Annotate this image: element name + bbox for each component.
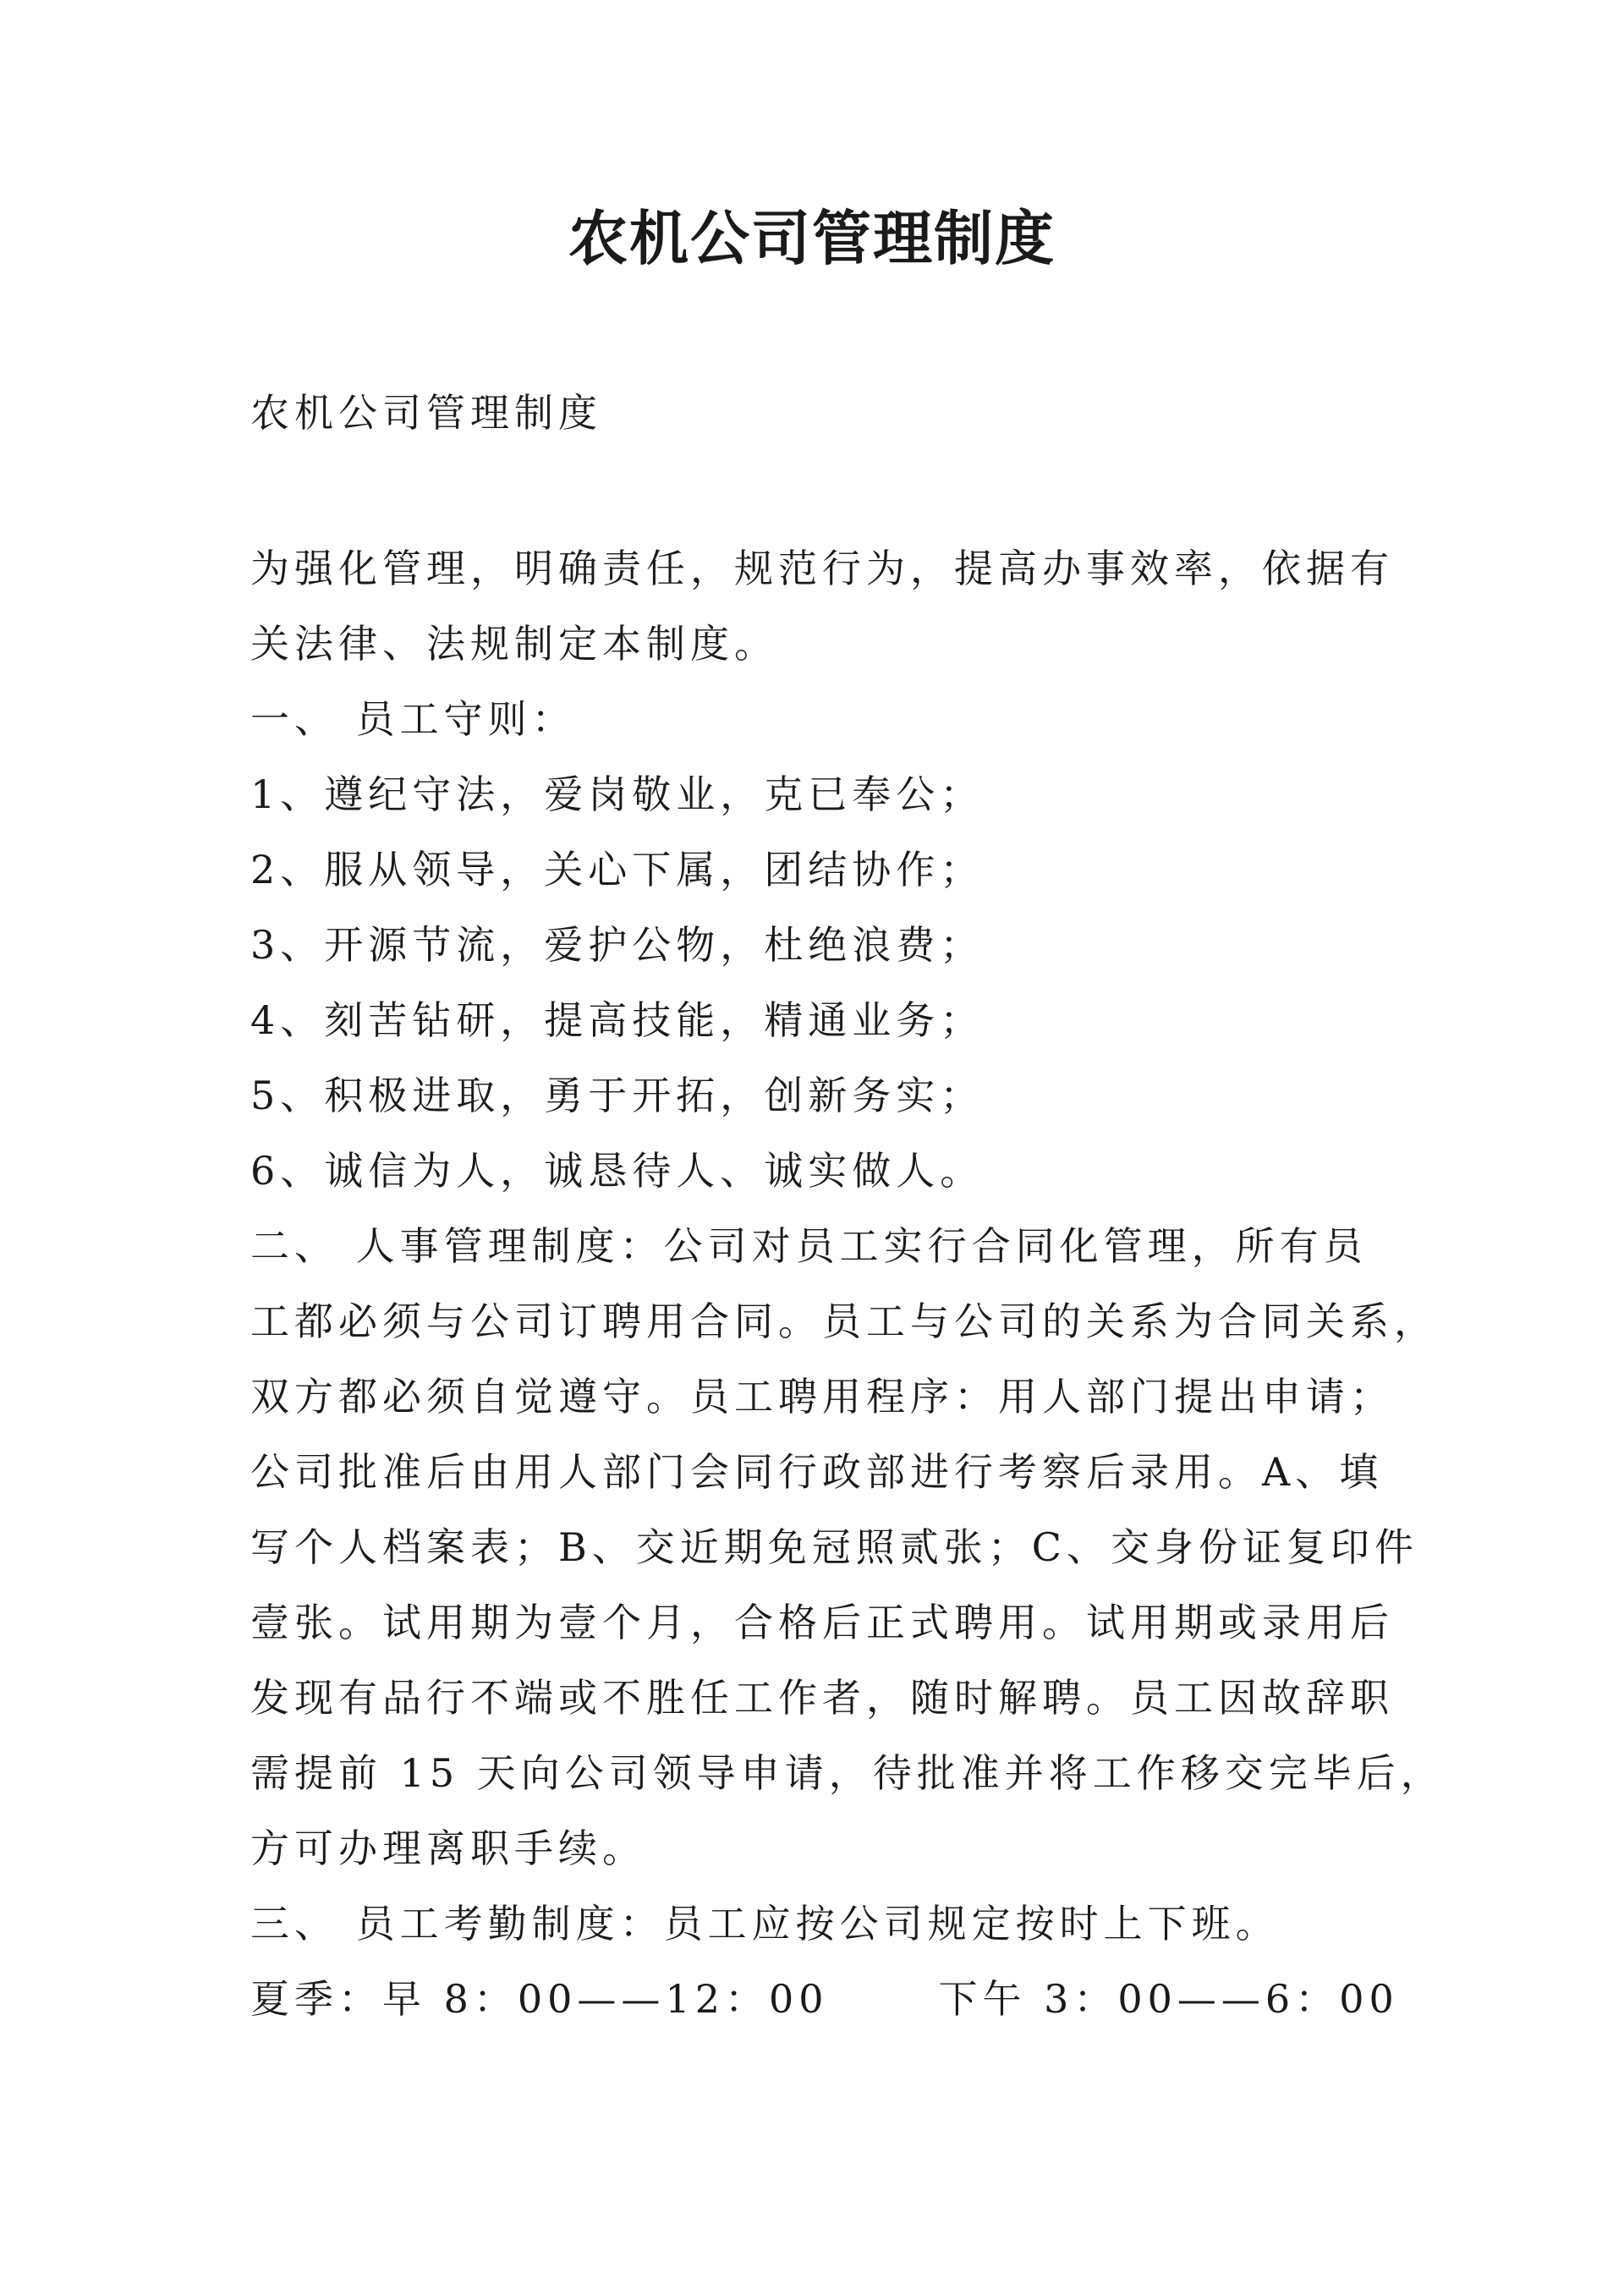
section2-line-2: 工都必须与公司订聘用合同。员工与公司的关系为合同关系， <box>250 1298 1438 1344</box>
document-subtitle: 农机公司管理制度 <box>250 390 602 436</box>
rule-item-6: 6、诚信为人，诚恳待人、诚实做人。 <box>250 1148 985 1194</box>
section2-line-6: 壹张。试用期为壹个月，合格后正式聘用。试用期或录用后 <box>250 1600 1394 1645</box>
rule-item-2: 2、服从领导，关心下属，团结协作； <box>250 847 985 892</box>
rule-item-4: 4、刻苦钻研，提高技能，精通业务； <box>250 997 985 1043</box>
section2-line-4: 公司批准后由用人部门会同行政部进行考察后录用。A、填 <box>250 1449 1384 1495</box>
section2-line-8: 需提前 15 天向公司领导申请，待批准并将工作移交完毕后， <box>250 1750 1445 1796</box>
section2-line-9: 方可办理离职手续。 <box>250 1826 646 1871</box>
section2-line-7: 发现有品行不端或不胜任工作者，随时解聘。员工因故辞职 <box>250 1675 1394 1721</box>
intro-line-1: 为强化管理，明确责任，规范行为，提高办事效率，依据有 <box>250 546 1394 591</box>
summer-schedule-line <box>250 1974 1399 2024</box>
section3-heading: 三、 员工考勤制度：员工应按公司规定按时上下班。 <box>250 1901 1280 1946</box>
rule-item-5: 5、积极进取，勇于开拓，创新务实； <box>250 1073 985 1118</box>
intro-line-2: 关法律、法规制定本制度。 <box>250 621 778 667</box>
section2-line-5: 写个人档案表；B、交近期免冠照贰张；C、交身份证复印件 <box>250 1524 1418 1570</box>
section1-heading: 一、 员工守则： <box>250 696 576 742</box>
rule-item-3: 3、开源节流，爱护公物，杜绝浪费； <box>250 922 985 968</box>
section2-line-3: 双方都必须自觉遵守。员工聘用程序：用人部门提出申请； <box>250 1374 1394 1419</box>
summer-afternoon-hours: 下午 3：00——6：00 <box>938 1976 1399 2022</box>
rule-item-1: 1、遵纪守法，爱岗敬业，克已奉公； <box>250 771 985 817</box>
document-title: 农机公司管理制度 <box>568 203 1056 273</box>
section2-line-1: 二、 人事管理制度：公司对员工实行合同化管理，所有员 <box>250 1223 1368 1269</box>
summer-morning-hours: 夏季：早 8：00——12：00 <box>250 1976 829 2022</box>
